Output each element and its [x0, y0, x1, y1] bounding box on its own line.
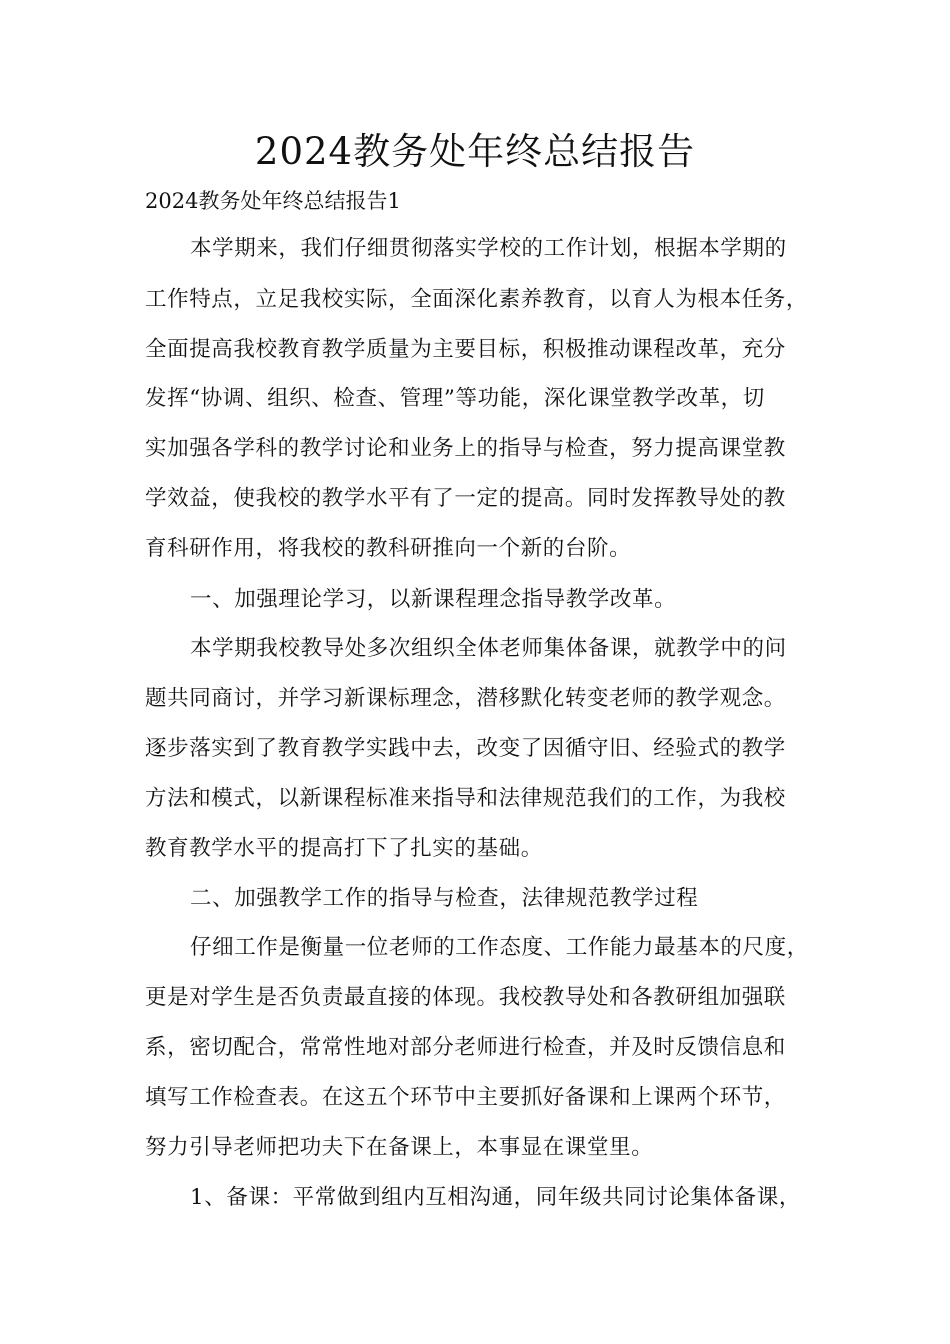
paragraph-line: 实加强各学科的教学讨论和业务上的指导与检查，努力提高课堂教: [145, 436, 786, 461]
paragraph-line: 填写工作检查表。在这五个环节中主要抓好备课和上课两个环节，: [145, 1085, 786, 1110]
section-heading: 二、加强教学工作的指导与检查，法律规范教学过程: [190, 886, 699, 911]
paragraph-line: 本学期我校教导处多次组织全体老师集体备课，就教学中的问: [190, 636, 787, 661]
paragraph-line: 育科研作用，将我校的教科研推向一个新的台阶。: [145, 536, 632, 561]
paragraph-line: 仔细工作是衡量一位老师的工作态度、工作能力最基本的尺度，: [190, 935, 809, 960]
paragraph-line: 逐步落实到了教育教学实践中去，改变了因循守旧、经验式的教学: [145, 736, 786, 761]
paragraph-line: 更是对学生是否负责最直接的体现。我校教导处和各教研组加强联: [145, 985, 786, 1010]
paragraph-line: 题共同商讨，并学习新课标理念，潜移默化转变老师的教学观念。: [145, 686, 786, 711]
paragraph-line: 努力引导老师把功夫下在备课上，本事显在课堂里。: [145, 1135, 654, 1160]
paragraph-line: 发挥“协调、组织、检查、管理”等功能，深化课堂教学改革，切: [145, 386, 765, 411]
document-title: 2024教务处年终总结报告: [254, 130, 696, 173]
paragraph-line: 全面提高我校教育教学质量为主要目标，积极推动课程改革，充分: [145, 337, 786, 362]
paragraph-line: 本学期来，我们仔细贯彻落实学校的工作计划，根据本学期的: [190, 236, 787, 261]
document-subtitle: 2024教务处年终总结报告1: [145, 189, 401, 213]
paragraph-line: 学效益，使我校的教学水平有了一定的提高。同时发挥教导处的教: [145, 486, 786, 511]
paragraph-line: 工作特点，立足我校实际，全面深化素养教育，以育人为根本任务，: [145, 287, 809, 312]
paragraph-line: 教育教学水平的提高打下了扎实的基础。: [145, 836, 543, 861]
list-item: 1、备课：平常做到组内互相沟通，同年级共同讨论集体备课，: [190, 1185, 801, 1210]
section-heading: 一、加强理论学习，以新课程理念指导教学改革。: [190, 587, 677, 612]
paragraph-line: 方法和模式，以新课程标准来指导和法律规范我们的工作，为我校: [145, 786, 786, 811]
paragraph-line: 系，密切配合，常常性地对部分老师进行检查，并及时反馈信息和: [145, 1035, 786, 1060]
